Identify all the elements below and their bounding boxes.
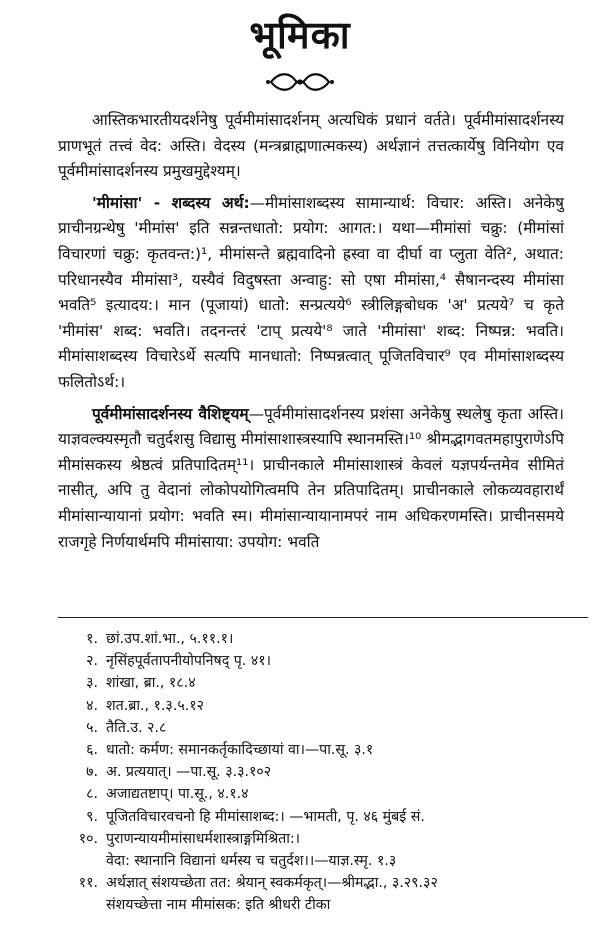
footnote-item	[58, 739, 586, 761]
footnote-item	[58, 806, 586, 828]
paragraph-text: —मीमांसाशब्दस्य सामान्यार्थ: विचार: अस्ति। अनेकेषु प्राचीनग्रन्थेषु 'मीमांस' इति सन्नन्तधातो: प्रयोग: आगत:। यथा—मीमांसां चक्रु: (मीमांसां विचारणां चक्रु: कृतवन्त:)¹, मीमांसन्ते ब्रह्मवादिनो ह्रस्वा वा दीर्घा वा प्लुता वेति², अथात: परिधानस्यैव मीमांसा³, यस्यैवं विदुषस्ता अन्वाहु: सो एषा मीमांसा,⁴ सैषानन्दस्य मीमांसा भवति⁵ इत्यादय:। मान (पूजायां) धातो: सन्प्रत्यये⁶ स्त्रीलिङ्गबोधक 'अ' प्रत्यये⁷ च कृते 'मीमांस' शब्द: भवति। तदनन्तरं 'टाप् प्रत्यये'⁸ जाते 'मीमांसा' शब्द: निष्पन्न: भवति। मीमांसाशब्दस्य विचारेऽर्थे सत्यपि मानधातो: निष्पन्नत्वात् पूजितविचार⁹ एव मीमांसाशब्दस्य फलितोऽर्थ:।	[58, 193, 564, 391]
footnote-text: अ. प्रत्ययात्। —पा.सू. ३.३.१०२	[106, 764, 272, 781]
footnote-text: शांखा, ब्रा., १८.४	[106, 675, 196, 692]
ornament-divider-icon	[265, 70, 335, 94]
footnote-item	[58, 628, 586, 650]
footnote-text: नृसिंहपूर्वतापनीयोपनिषद् पृ. ४१।	[106, 653, 271, 670]
footnote-number: ११.	[78, 875, 98, 892]
page-title: भूमिका	[249, 13, 351, 57]
main-text	[58, 108, 564, 561]
footnote-line: पुराणन्यायमीमांसाधर्मशास्त्राङ्गमिश्रिता:।	[106, 830, 301, 847]
paragraph-text: आस्तिकभारतीयदर्शनेषु पूर्वमीमांसादर्शनम् अत्यधिकं प्रधानं वर्तते। पूर्वमीमांसादर्शनस्य प्राणभूतं तत्त्वं वेद: अस्ति। वेदस्य (मन्त्रब्राह्मणात्मकस्य) अर्थज्ञानं तत्तत्कार्येषु विनियोग एव पूर्वमीमांसादर्शनस्य प्रमुखमुद्देश्यम्।	[58, 111, 564, 181]
footnote-number: ५.	[86, 719, 98, 736]
footnote-item	[58, 761, 586, 783]
footnote-number: १.	[86, 631, 98, 647]
footnote-number: ४.	[86, 697, 98, 714]
footnote-item	[58, 650, 586, 672]
footnote-item	[58, 672, 586, 694]
footnote-text: शत.ब्रा., १.३.५.१२	[106, 697, 204, 714]
paragraph-meaning	[58, 191, 564, 396]
footnote-item	[58, 695, 586, 717]
footnote-number: ७.	[86, 764, 98, 781]
footnote-number: १०.	[78, 830, 98, 847]
footnote-number: ३.	[86, 675, 98, 692]
footnote-text: पूजितविचारवचनो हि मीमांसाशब्द:। —भामती, पृ. ४६ मुंबई सं.	[106, 808, 425, 825]
footnote-divider	[58, 617, 588, 618]
footnote-item	[58, 828, 586, 872]
footnote-continuation: संशयच्छेत्ता नाम मीमांसक: इति श्रीधरी टीका	[106, 897, 331, 914]
footnote-number: २.	[86, 653, 98, 670]
footnote-number: ८.	[86, 786, 98, 803]
footnote-text: तैति.उ. २.८	[106, 719, 167, 736]
footnote-text: धातो: कर्मण: समानकर्तृकादिच्छायां वा।—पा.सू. ३.१	[106, 742, 374, 759]
footnote-text	[106, 872, 586, 916]
footnote-number: ९.	[86, 808, 98, 825]
paragraph-text: —पूर्वमीमांसादर्शनस्य प्रशंसा अनेकेषु स्थलेषु कृता अस्ति। याज्ञवल्क्यस्मृतौ चतुर्दशसु विद्यासु मीमांसाशास्त्रस्यापि स्थानमस्ति।¹⁰ श्रीमद्भागवतमहापुराणेऽपि मीमांसकस्य श्रेष्ठत्वं प्रतिपादितम्¹¹। प्राचीनकाले मीमांसाशास्त्रं केवलं यज्ञपर्यन्तमेव सीमितं नासीत्, अपि तु वेदानां लोकोपयोगित्वमपि तेन प्रतिपादितम्। प्राचीनकाले लोकव्यवहारार्थं मीमांसान्यायानां प्रयोग: भवति स्म। मीमांसान्यायानामपरं नाम अधिकरणमस्ति। प्राचीनसमये राजगृहे निर्णयार्थमपि मीमांसाया: उपयोग: भवति	[58, 404, 564, 551]
footnote-continuation: वेदा: स्थानानि विद्यानां धर्मस्य च चतुर्दश।।—याज्ञ.स्मृ. १.३	[106, 853, 397, 870]
section-heading: 'मीमांसा' - शब्दस्य अर्थ:	[92, 193, 250, 212]
footnote-text: छां.उप.शां.भा., ५.११.१।	[106, 631, 234, 647]
paragraph-intro	[58, 108, 564, 185]
footnote-item	[58, 872, 586, 916]
footnote-item	[58, 783, 586, 805]
paragraph-features	[58, 402, 564, 556]
section-heading: पूर्वमीमांसादर्शनस्य वैशिष्ट्यम्	[92, 404, 249, 423]
footnote-text: अजाद्यतष्टाप्। पा.सू., ४.१.४	[106, 786, 249, 803]
footnotes	[58, 628, 586, 917]
footnote-line: अर्थज्ञात् संशयच्छेता तत: श्रेयान् स्वकर्मकृत्।—श्रीमद्भा., ३.२९.३२	[106, 875, 438, 892]
footnote-number: ६.	[86, 742, 98, 759]
footnote-item	[58, 717, 586, 739]
footnote-text	[106, 828, 586, 872]
